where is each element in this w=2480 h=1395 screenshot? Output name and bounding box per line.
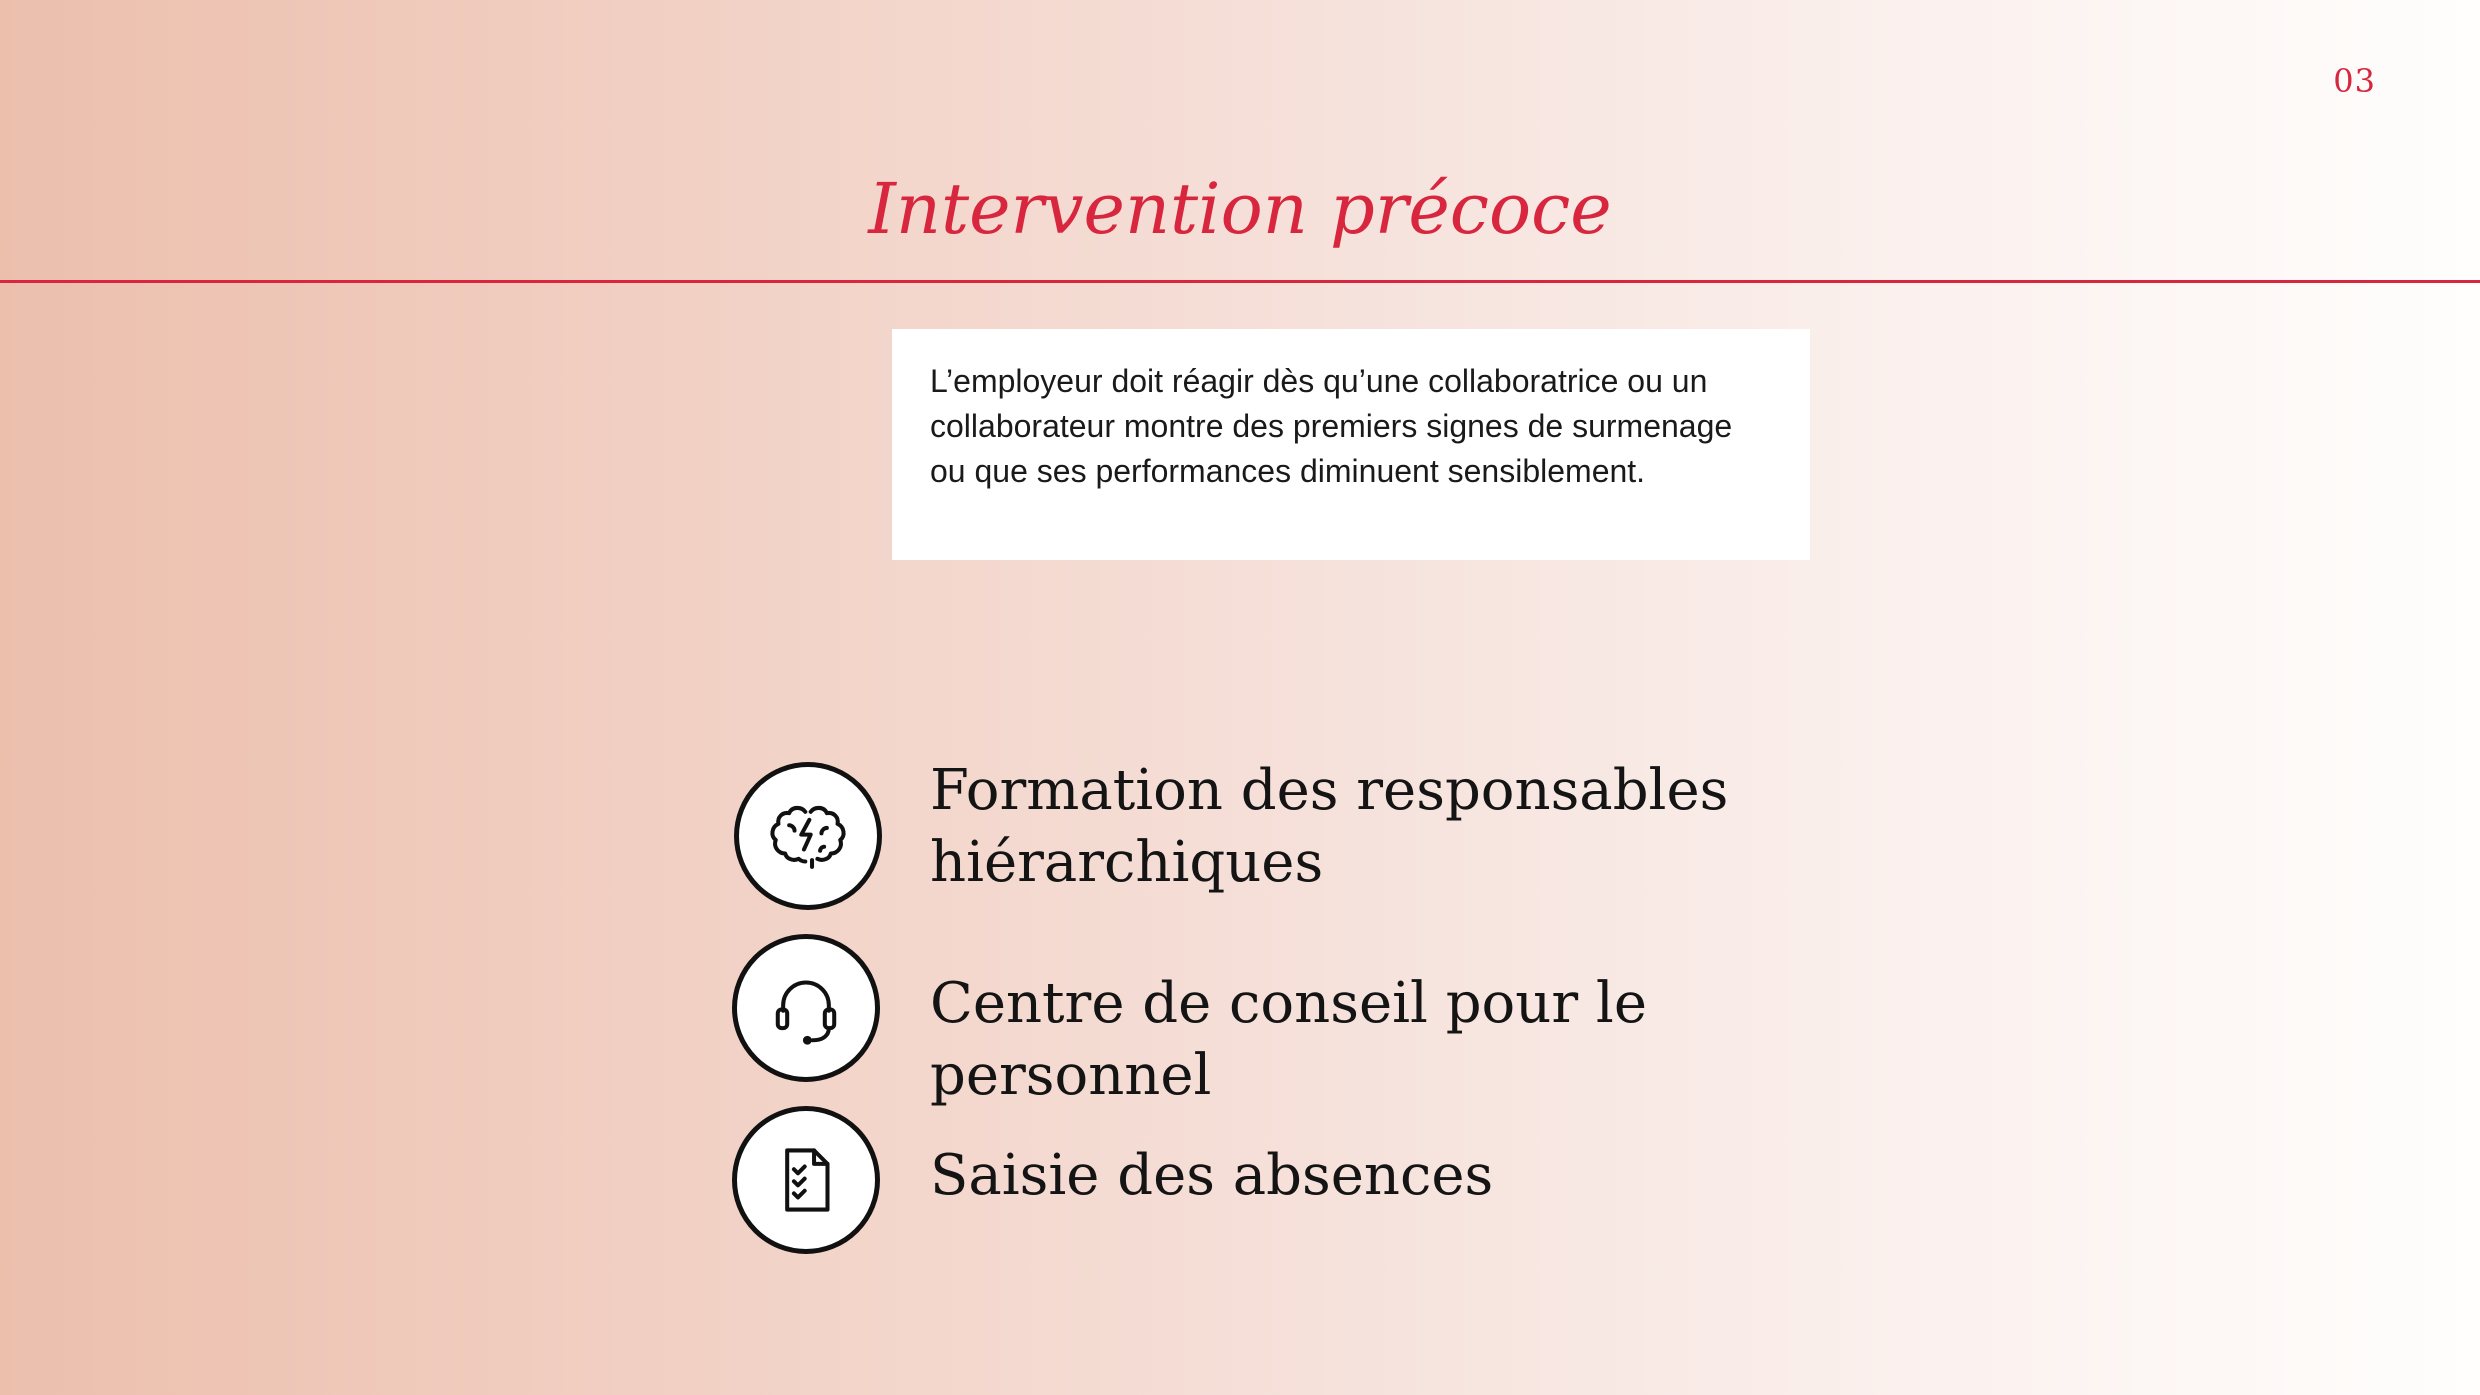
feature-label: Centre de conseil pour le personnel bbox=[930, 971, 1647, 1108]
feature-item bbox=[734, 758, 1934, 910]
slide-title: Intervention précoce bbox=[868, 168, 1612, 250]
title-divider bbox=[0, 280, 2480, 283]
feature-item bbox=[734, 1106, 1934, 1254]
intro-box bbox=[892, 329, 1810, 560]
feature-icon-circle bbox=[732, 1106, 880, 1254]
headset-icon bbox=[763, 965, 849, 1051]
feature-icon-circle bbox=[732, 934, 880, 1082]
page-number: 03 bbox=[2333, 62, 2376, 100]
feature-icon-circle bbox=[734, 762, 882, 910]
feature-label: Saisie des absences bbox=[930, 1143, 1494, 1208]
feature-label: Formation des responsables hiérarchiques bbox=[930, 758, 1729, 895]
intro-text: L’employeur doit réagir dès qu’une collaboratrice ou un collaborateur montre des premiers signes de surmenage ou que ses performances diminuent sensiblement. bbox=[930, 363, 1733, 489]
brain-lightning-icon bbox=[765, 793, 851, 879]
checklist-document-icon bbox=[763, 1137, 849, 1223]
feature-item bbox=[734, 934, 1934, 1108]
